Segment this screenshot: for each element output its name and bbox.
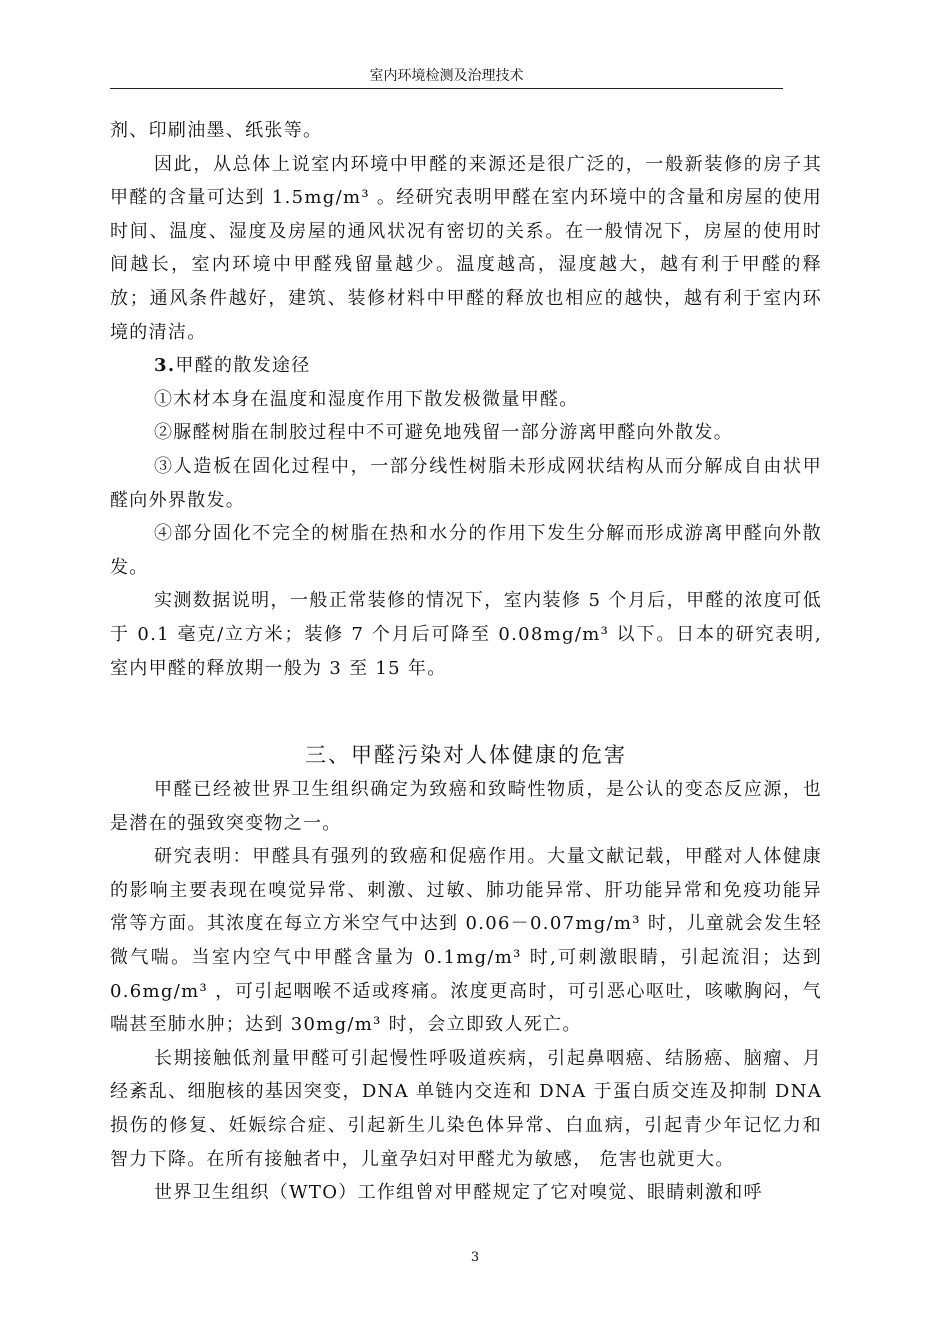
list-item-4: ④部分固化不完全的树脂在热和水分的作用下发生分解而形成游离甲醛向外散发。 (110, 523, 822, 578)
paragraph-health-effects: 研究表明：甲醛具有强列的致癌和促癌作用。大量文献记载，甲醛对人体健康的影响主要表现在嗅觉异常、刺激、过敏、肺功能异常、肝功能异常和免疫功能异常等方面。其浓度在每立方米空气中达到 0.06－0.07mg/m³ 时，儿童就会发生轻微气喘。当室内空气中甲醛含量为 0.1mg/m³ 时,可刺激眼睛，引起流泪；达到 0.6mg/m³ ，可引起咽喉不适或疼痛。浓度更高时，可引恶心呕吐，咳嗽胸闷，气喘甚至肺水肿；达到 30mg/m³ 时，会立即致人死亡。 (110, 846, 822, 1036)
list-item-1: ①木材本身在温度和湿度作用下散发极微量甲醛。 (154, 388, 579, 410)
subheading-emission-routes (110, 349, 822, 383)
paragraph-continuation: 剂、印刷油墨、纸张等。 (110, 120, 323, 141)
running-header: 室内环境检测及治理技术 (110, 66, 783, 89)
page-body (110, 114, 822, 1210)
page-number: 3 (470, 1250, 480, 1265)
section-title: 三、甲醛污染对人体健康的危害 (305, 743, 627, 768)
subheading-number: 3. (154, 355, 176, 377)
paragraph-who-working-group: 世界卫生组织（WTO）工作组曾对甲醛规定了它对嗅觉、眼睛刺激和呼 (154, 1182, 763, 1204)
paragraph-formaldehyde-sources: 因此，从总体上说室内环境中甲醛的来源还是很广泛的，一般新装修的房子其甲醛的含量可达到 1.5mg/m³ 。经研究表明甲醛在室内环境中的含量和房屋的使用时间、温度、湿度及房屋的通风状况有密切的关系。在一般情况下，房屋的使用时间越长，室内环境中甲醛残留量越少。温度越高，湿度越大，越有利于甲醛的释放；通风条件越好，建筑、装修材料中甲醛的释放也相应的越快，越有利于室内环境的清洁。 (110, 153, 822, 343)
list-item-3: ③人造板在固化过程中，一部分线性树脂未形成网状结构从而分解成自由状甲醛向外界散发。 (110, 455, 822, 511)
paragraph-measurement-data: 实测数据说明，一般正常装修的情况下，室内装修 5 个月后，甲醛的浓度可低于 0.1 毫克/立方米；装修 7 个月后可降至 0.08mg/m³ 以下。日本的研究表明,室内甲醛的释放期一般为 3 至 15 年。 (110, 590, 822, 679)
subheading-text: 甲醛的散发途径 (175, 355, 311, 377)
paragraph-long-term-exposure: 长期接触低剂量甲醛可引起慢性呼吸道疾病，引起鼻咽癌、结肠癌、脑瘤、月经紊乱、细胞核的基因突变，DNA 单链内交连和 DNA 于蛋白质交连及抑制 DNA 损伤的修复、妊娠综合症、引起新生儿染色体异常、白血病，引起青少年记忆力和智力下降。在所有接触者中，儿童孕妇对甲醛尤为敏感， 危害也就更大。 (110, 1047, 822, 1170)
paragraph-who-classification: 甲醛已经被世界卫生组织确定为致癌和致畸性物质，是公认的变态反应源，也是潜在的强致突变物之一。 (110, 779, 822, 834)
list-item-2: ②脲醛树脂在制胶过程中不可避免地残留一部分游离甲醛向外散发。 (154, 422, 733, 444)
